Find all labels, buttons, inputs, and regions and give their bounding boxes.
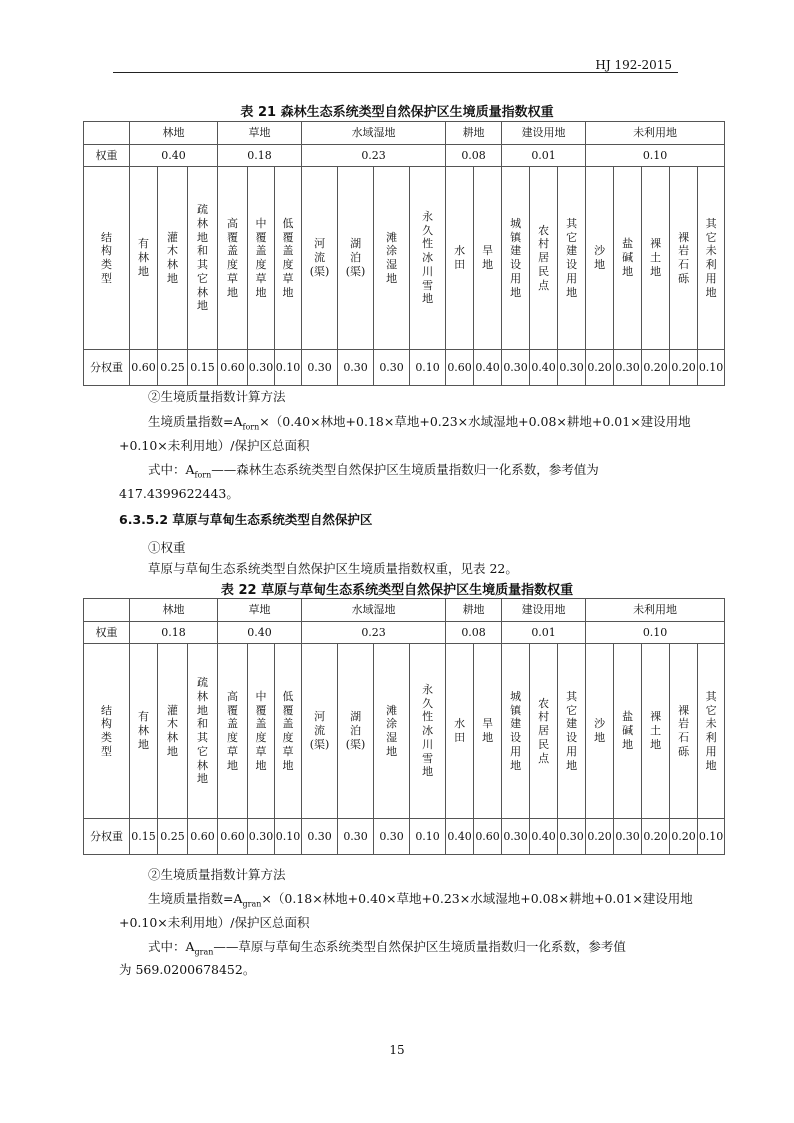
sub-weight-cell: 0.30 (338, 819, 374, 855)
sub-weight-cell: 0.10 (698, 350, 725, 386)
structure-type-cell: 高 覆 盖 度 草 地 (218, 167, 248, 350)
sub-weight-label: 分权重 (84, 819, 130, 855)
sub-weight-cell: 0.25 (158, 350, 188, 386)
struct-label: 结 构 类 型 (84, 644, 130, 819)
section-item: ①权重 (148, 540, 186, 555)
structure-type-cell: 湖 泊 (渠) (338, 644, 374, 819)
table21-caption: 表 21 森林生态系统类型自然保护区生境质量指数权重 (240, 105, 554, 120)
structure-type-cell: 水 田 (446, 644, 474, 819)
structure-type-cell: 灌 木 林 地 (158, 644, 188, 819)
group-weight: 0.18 (218, 145, 302, 167)
group-header: 建设用地 (502, 599, 586, 622)
sub-weight-cell: 0.30 (558, 819, 586, 855)
sub-weight-cell: 0.30 (302, 350, 338, 386)
t21-method: ②生境质量指数计算方法 (148, 389, 286, 404)
group-header: 耕地 (446, 122, 502, 145)
group-header: 水域湿地 (302, 122, 446, 145)
group-weight: 0.01 (502, 622, 586, 644)
structure-type-cell: 河 流 (渠) (302, 644, 338, 819)
structure-type-cell: 农 村 居 民 点 (530, 167, 558, 350)
t21-note-cont: 417.4399622443。 (119, 486, 239, 501)
sub-weight-cell: 0.40 (530, 819, 558, 855)
group-weight: 0.08 (446, 145, 502, 167)
group-weight: 0.08 (446, 622, 502, 644)
sub-weight-cell: 0.25 (158, 819, 188, 855)
sub-weight-cell: 0.60 (218, 819, 248, 855)
weight-label: 权重 (84, 622, 130, 644)
group-header: 未利用地 (586, 122, 725, 145)
structure-type-cell: 沙 地 (586, 167, 614, 350)
sub-weight-cell: 0.30 (374, 350, 410, 386)
group-header: 林地 (130, 122, 218, 145)
sub-weight-cell: 0.10 (275, 350, 302, 386)
structure-type-cell: 裸 土 地 (642, 167, 670, 350)
sub-weight-label: 分权重 (84, 350, 130, 386)
sub-weight-cell: 0.30 (614, 819, 642, 855)
header-rule (113, 72, 678, 73)
group-weight: 0.40 (218, 622, 302, 644)
sub-weight-cell: 0.20 (642, 350, 670, 386)
sub-weight-cell: 0.20 (586, 350, 614, 386)
struct-label: 结 构 类 型 (84, 167, 130, 350)
sub-weight-cell: 0.20 (670, 350, 698, 386)
structure-type-cell: 其 它 未 利 用 地 (698, 167, 725, 350)
t22-note: 式中：$A_{gran}——$草原与草甸生态系统类型自然保护区生境质量指数归一化系数，参考值 (148, 939, 626, 957)
group-header: 林地 (130, 599, 218, 622)
group-weight: 0.23 (302, 145, 446, 167)
weight-label: 权重 (84, 145, 130, 167)
sub-weight-cell: 0.20 (642, 819, 670, 855)
sub-weight-cell: 0.10 (410, 350, 446, 386)
sub-weight-cell: 0.30 (302, 819, 338, 855)
sub-weight-cell: 0.10 (275, 819, 302, 855)
sub-weight-cell: 0.20 (586, 819, 614, 855)
group-header: 建设用地 (502, 122, 586, 145)
group-weight: 0.01 (502, 145, 586, 167)
sub-weight-cell: 0.60 (130, 350, 158, 386)
t22-note-cont: 为 569.0200678452。 (119, 962, 256, 977)
sub-weight-cell: 0.40 (474, 350, 502, 386)
structure-type-cell: 裸 岩 石 砾 (670, 644, 698, 819)
section-text: 草原与草甸生态系统类型自然保护区生境质量指数权重，见表 22。 (148, 561, 518, 576)
sub-weight-cell: 0.30 (558, 350, 586, 386)
t22-formula: 生境质量指数$=A_{gran}\times(0.18\times$林地+0.40×草地+0.23×水域湿地+0.08×耕地+0.01×建设用地 (148, 891, 693, 909)
sub-weight-cell: 0.30 (338, 350, 374, 386)
structure-type-cell: 农 村 居 民 点 (530, 644, 558, 819)
sub-weight-cell: 0.60 (218, 350, 248, 386)
structure-type-cell: 城 镇 建 设 用 地 (502, 644, 530, 819)
table21 (83, 121, 725, 386)
structure-type-cell: 有 林 地 (130, 167, 158, 350)
structure-type-cell: 高 覆 盖 度 草 地 (218, 644, 248, 819)
t21-note: 式中：$A_{forn}——$森林生态系统类型自然保护区生境质量指数归一化系数，参考值为 (148, 462, 599, 480)
sub-weight-cell: 0.10 (410, 819, 446, 855)
structure-type-cell: 城 镇 建 设 用 地 (502, 167, 530, 350)
sub-weight-cell: 0.15 (130, 819, 158, 855)
sub-weight-cell: 0.60 (474, 819, 502, 855)
structure-type-cell: 永 久 性 冰 川 雪 地 (410, 167, 446, 350)
sub-weight-cell: 0.30 (502, 350, 530, 386)
group-weight: 0.10 (586, 622, 725, 644)
sub-weight-cell: 0.40 (530, 350, 558, 386)
structure-type-cell: 滩 涂 湿 地 (374, 167, 410, 350)
group-header: 草地 (218, 122, 302, 145)
group-header: 耕地 (446, 599, 502, 622)
structure-type-cell: 其 它 建 设 用 地 (558, 167, 586, 350)
structure-type-cell: 盐 碱 地 (614, 167, 642, 350)
structure-type-cell: 河 流 (渠) (302, 167, 338, 350)
structure-type-cell: 其 它 建 设 用 地 (558, 644, 586, 819)
page-number: 15 (389, 1043, 405, 1057)
structure-type-cell: 中 覆 盖 度 草 地 (248, 644, 275, 819)
structure-type-cell: 中 覆 盖 度 草 地 (248, 167, 275, 350)
sub-weight-cell: 0.15 (188, 350, 218, 386)
t22-formula-cont: +0.10×未利用地）/保护区总面积 (119, 915, 310, 930)
structure-type-cell: 其 它 未 利 用 地 (698, 644, 725, 819)
sub-weight-cell: 0.10 (698, 819, 725, 855)
structure-type-cell: 永 久 性 冰 川 雪 地 (410, 644, 446, 819)
group-weight: 0.18 (130, 622, 218, 644)
structure-type-cell: 水 田 (446, 167, 474, 350)
sub-weight-cell: 0.30 (374, 819, 410, 855)
structure-type-cell: 疏 林 地 和 其 它 林 地 (188, 644, 218, 819)
structure-type-cell: 裸 岩 石 砾 (670, 167, 698, 350)
sub-weight-cell: 0.30 (248, 819, 275, 855)
header-code: HJ 192-2015 (595, 58, 672, 72)
structure-type-cell: 有 林 地 (130, 644, 158, 819)
group-weight: 0.23 (302, 622, 446, 644)
structure-type-cell: 裸 土 地 (642, 644, 670, 819)
structure-type-cell: 盐 碱 地 (614, 644, 642, 819)
sub-weight-cell: 0.20 (670, 819, 698, 855)
sub-weight-cell: 0.60 (446, 350, 474, 386)
structure-type-cell: 滩 涂 湿 地 (374, 644, 410, 819)
structure-type-cell: 湖 泊 (渠) (338, 167, 374, 350)
group-weight: 0.10 (586, 145, 725, 167)
sub-weight-cell: 0.40 (446, 819, 474, 855)
structure-type-cell: 低 覆 盖 度 草 地 (275, 167, 302, 350)
sub-weight-cell: 0.30 (248, 350, 275, 386)
t21-formula-cont: +0.10×未利用地）/保护区总面积 (119, 438, 310, 453)
group-header: 未利用地 (586, 599, 725, 622)
structure-type-cell: 沙 地 (586, 644, 614, 819)
table22 (83, 598, 725, 855)
structure-type-cell: 旱 地 (474, 644, 502, 819)
structure-type-cell: 疏 林 地 和 其 它 林 地 (188, 167, 218, 350)
sub-weight-cell: 0.30 (502, 819, 530, 855)
structure-type-cell: 灌 木 林 地 (158, 167, 188, 350)
sub-weight-cell: 0.30 (614, 350, 642, 386)
group-header: 草地 (218, 599, 302, 622)
section-heading: 6.3.5.2 草原与草甸生态系统类型自然保护区 (119, 512, 373, 527)
group-weight: 0.40 (130, 145, 218, 167)
structure-type-cell: 旱 地 (474, 167, 502, 350)
t21-formula: 生境质量指数$=A_{forn}\times(0.40\times$林地+0.18×草地+0.23×水域湿地+0.08×耕地+0.01×建设用地 (148, 414, 691, 432)
sub-weight-cell: 0.60 (188, 819, 218, 855)
t22-method: ②生境质量指数计算方法 (148, 867, 286, 882)
structure-type-cell: 低 覆 盖 度 草 地 (275, 644, 302, 819)
table22-caption: 表 22 草原与草甸生态系统类型自然保护区生境质量指数权重 (220, 583, 574, 598)
group-header: 水域湿地 (302, 599, 446, 622)
